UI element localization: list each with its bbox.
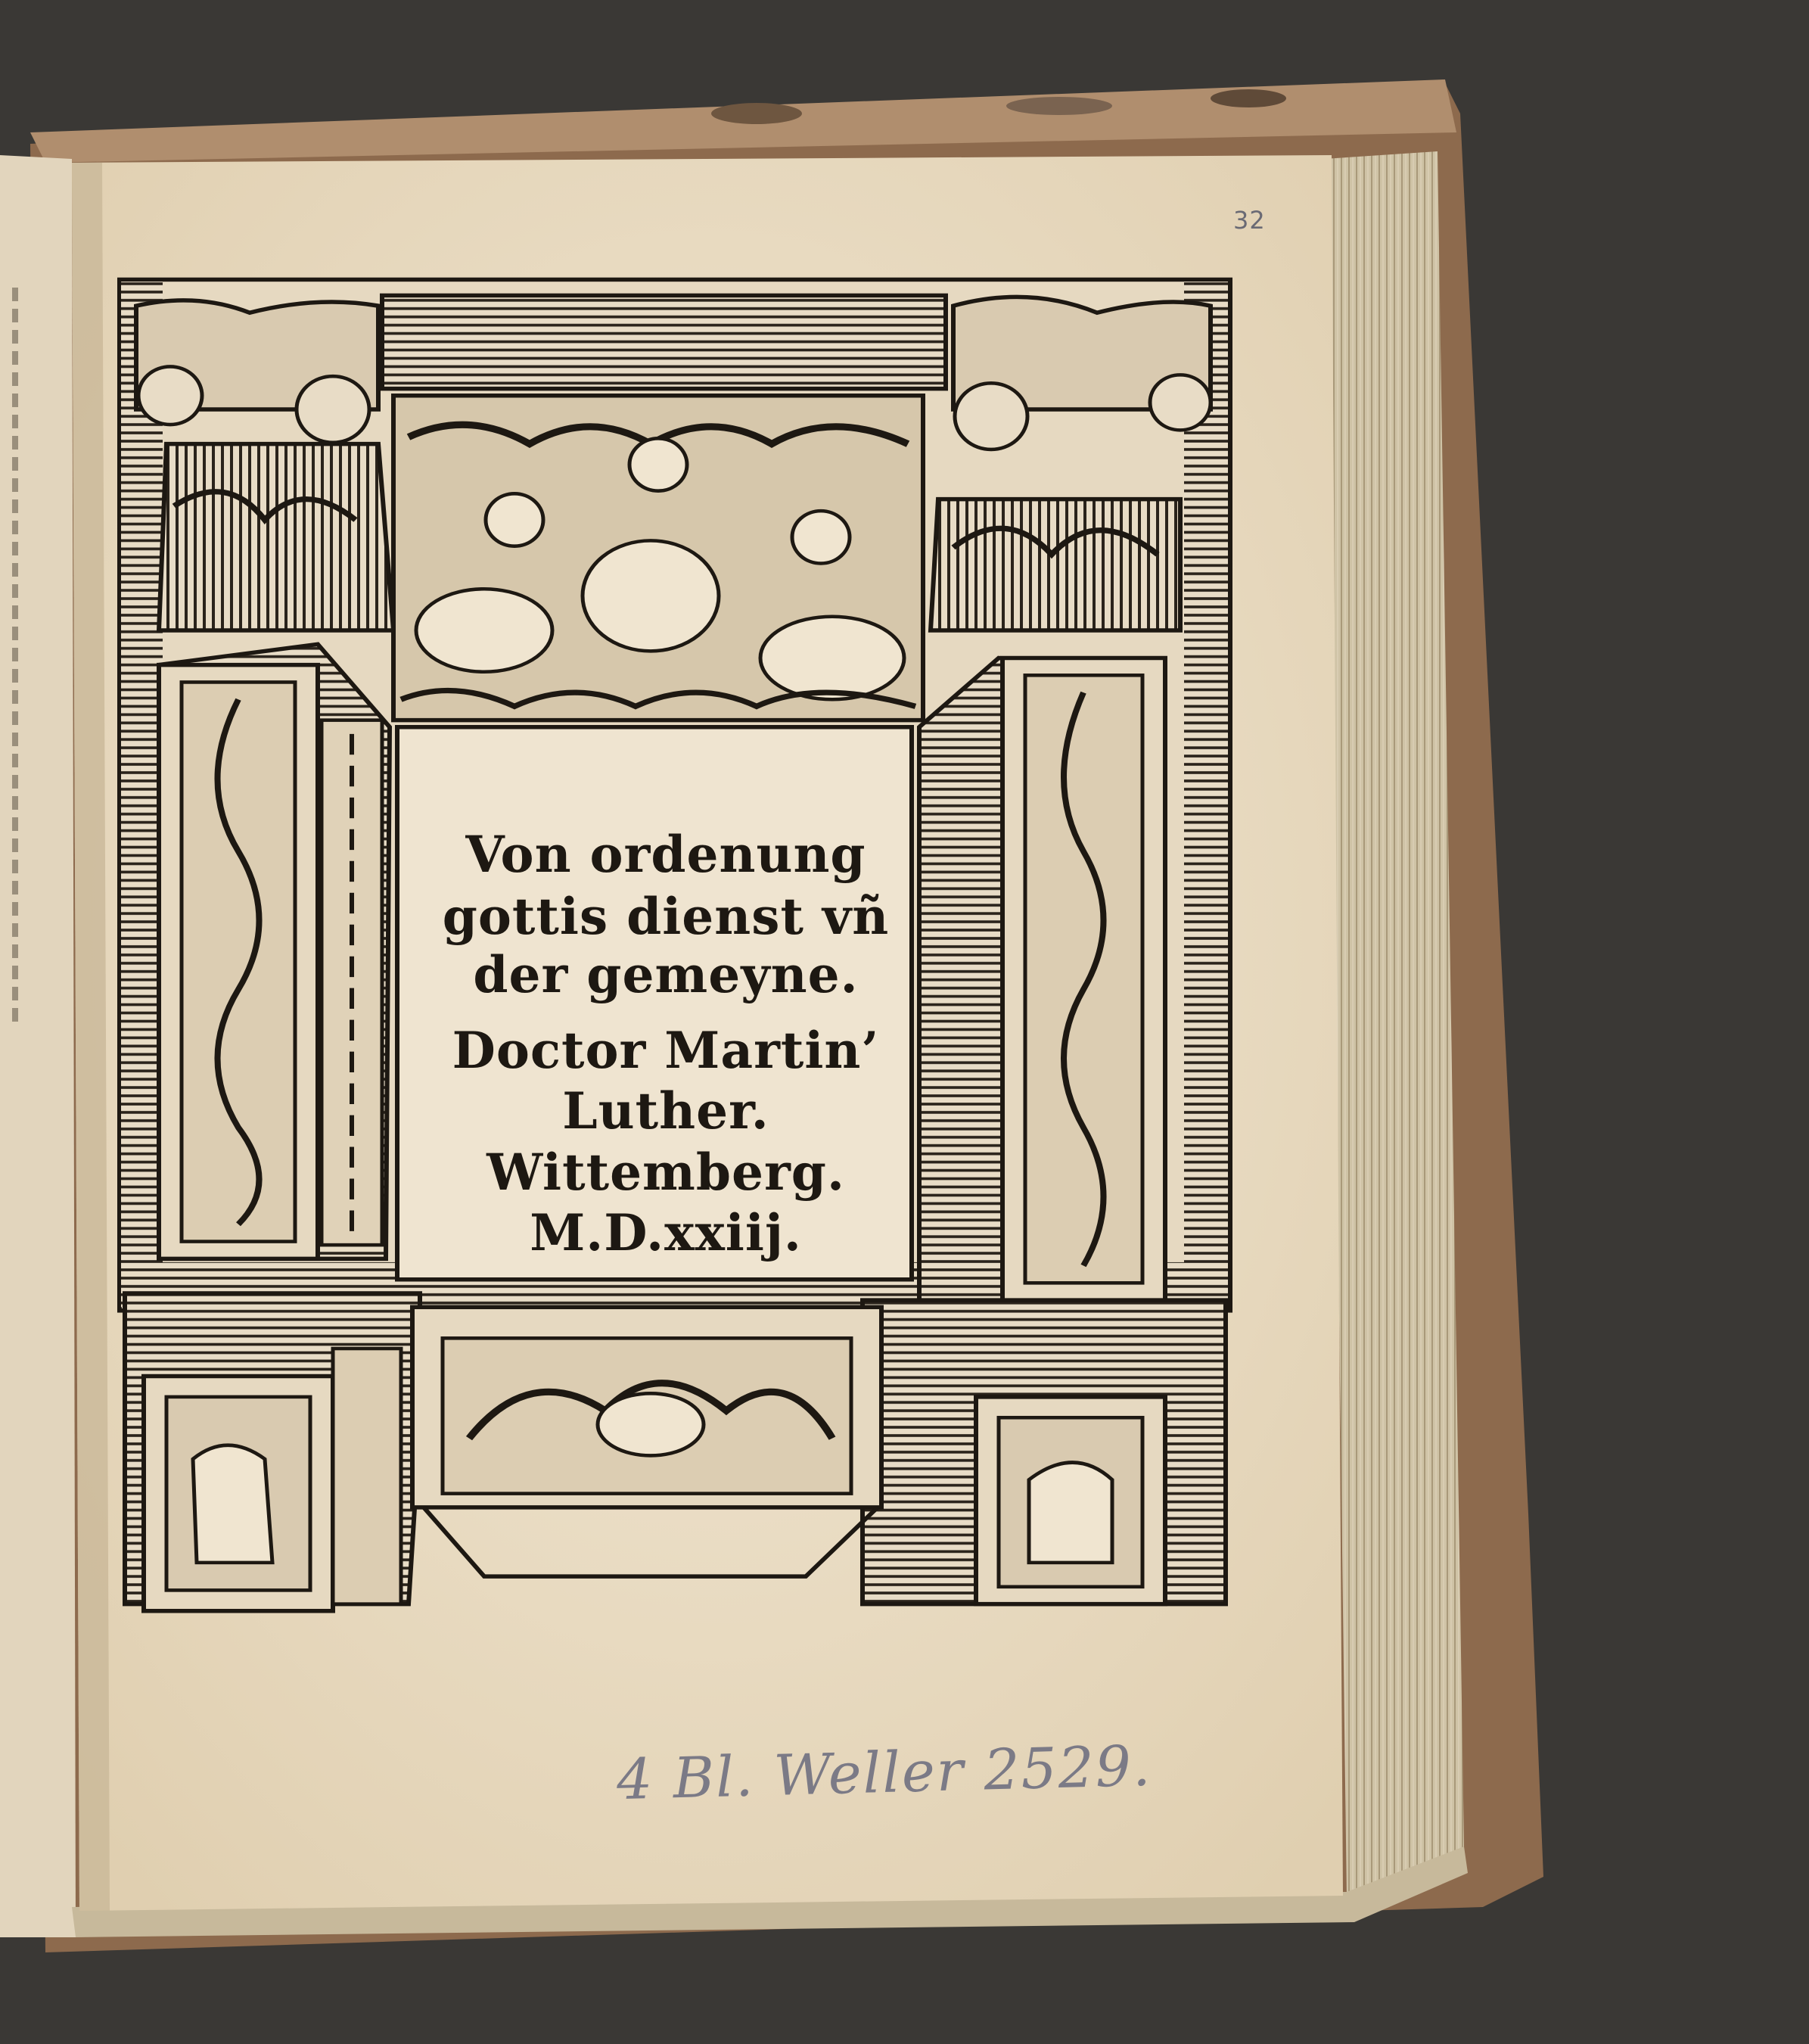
marbling-spot — [711, 103, 802, 124]
place-line: Wittemberg. — [486, 1142, 845, 1202]
title-line-3: der gemeyne. — [473, 944, 859, 1004]
author-line-2: Luther. — [562, 1081, 769, 1141]
marbling-spot — [1006, 97, 1112, 115]
title-line-1: Von ordenung — [465, 824, 866, 884]
date-line: M.D.xxiij. — [530, 1202, 802, 1262]
left-page — [0, 155, 76, 1937]
pencil-annotation: 4 Bl. Weller 2529. — [615, 1733, 1153, 1813]
title-line-2: gottis dienst vñ — [442, 886, 890, 946]
author-line-1: Doctor Martin’ — [452, 1020, 880, 1080]
page-number: 32 — [1233, 206, 1266, 235]
marbling-spot — [1211, 89, 1286, 107]
